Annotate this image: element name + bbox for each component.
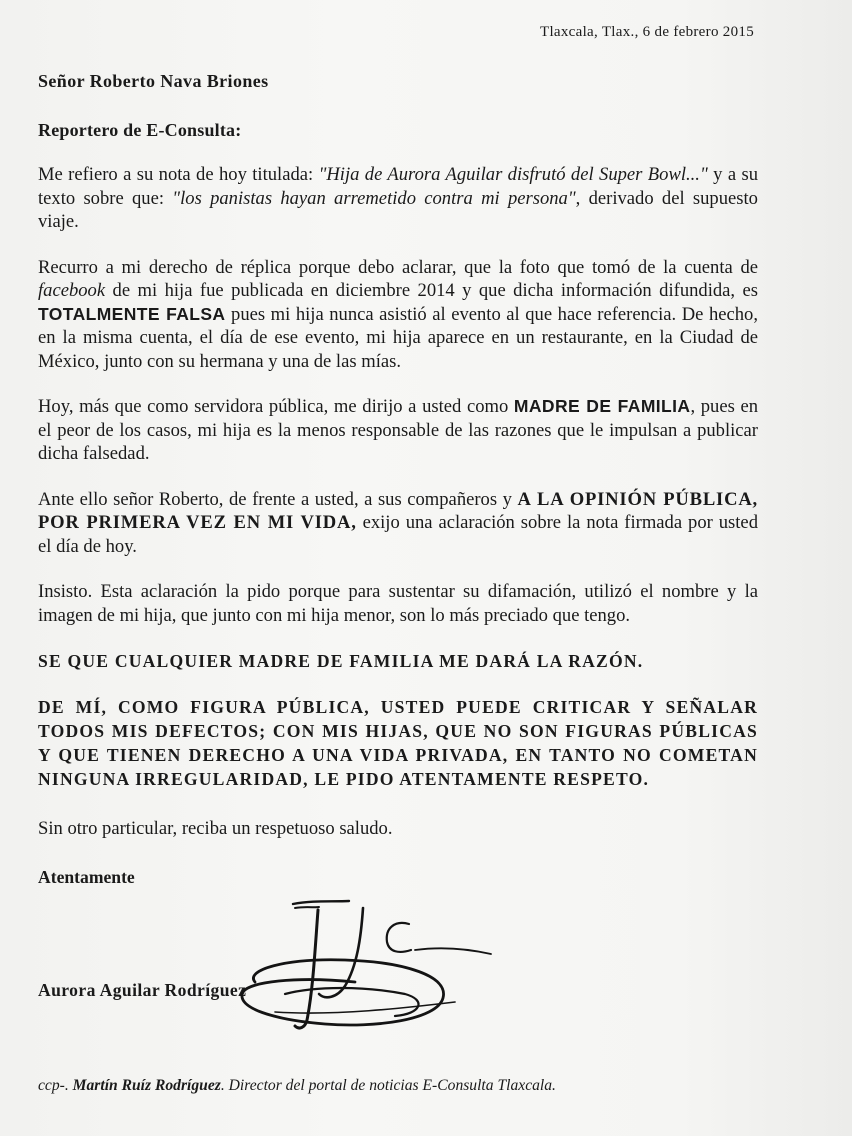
p1-quote-text: "los panistas hayan arremetido contra mi persona" [172,187,576,209]
ccp-line [38,1077,556,1095]
p1-quote-title: "Hija de Aurora Aguilar disfrutó del Super Bowl..." [318,164,708,185]
recipient-name: Señor Roberto Nava Briones [38,71,269,91]
ccp-prefix: ccp-. [38,1077,73,1094]
p2-facebook: facebook [38,280,106,301]
signer-name: Aurora Aguilar Rodríguez [38,980,247,1000]
p4-text-a: Ante ello señor Roberto, de frente a usted, a sus compañeros y [38,488,518,510]
handwritten-signature [215,890,495,1040]
signature-stroke-loop [242,960,444,1025]
p1-text-c: y a su texto sobre que: [38,164,758,209]
signature-stroke-vertical [295,910,318,1028]
p1-text-e: , derivado del supuesto viaje. [38,187,758,232]
letter-date: Tlaxcala, Tlax., 6 de febrero 2015 [539,24,754,40]
p3-madre: MADRE DE FAMILIA [513,396,691,416]
paragraph-1 [38,163,758,234]
p3-text-a: Hoy, más que como servidora pública, me dirijo a usted como [38,396,514,417]
p2-text-e: pues mi hija nunca asistió al evento al que hace referencia. De hecho, en la misma cuenta, el día de ese evento, mi hija aparece en un restaurante, en la Ciudad de México, junto con su hermana y una de las mías. [38,303,759,372]
paragraph-7: DE MÍ, COMO FIGURA PÚBLICA, USTED PUEDE CRITICAR Y SEÑALAR TODOS MIS DEFECTOS; CON MIS HIJAS, QUE NO SON FIGURAS PÚBLICAS Y QUE TIENEN DERECHO A UNA VIDA PRIVADA, EN TANTO NO COMETAN NINGUNA IRREGULARIDAD, LE PIDO ATENTAMENTE RESPETO. [38,697,758,789]
p2-text-a: Recurro a mi derecho de réplica porque debo aclarar, que la foto que tomó de la cuenta de [38,256,758,278]
ccp-rest: . Director del portal de noticias E-Consulta Tlaxcala. [220,1077,556,1094]
recipient-role: Reportero de E-Consulta: [38,119,242,140]
p2-falsa: TOTALMENTE FALSA [38,303,226,324]
signature-stroke-j [319,908,363,997]
p2-text-c: de mi hija fue publicada en diciembre 2014 y que dicha información difundida, es [105,280,758,301]
closing-line: Sin otro particular, reciba un respetuoso saludo. [38,818,393,839]
p4-text-c: exijo una aclaración sobre la nota firmada por usted el día de hoy. [38,512,758,557]
ccp-name: Martín Ruíz Rodríguez [72,1077,221,1094]
paragraph-2 [38,256,758,374]
p1-text-a: Me refiero a su nota de hoy titulada: [38,164,319,185]
sign-off: Atentamente [38,866,135,887]
p3-text-c: , pues en el peor de los casos, mi hija es la menos responsable de las razones que le impulsan a publicar dicha falsedad. [38,396,758,464]
signature-stroke-top [293,901,349,904]
p4-opinion: A LA OPINIÓN PÚBLICA, POR PRIMERA VEZ EN MI VIDA, [38,488,758,533]
signature-stroke-tail [415,948,491,954]
letter-body [38,70,758,889]
paragraph-5: Insisto. Esta aclaración la pido porque para sustentar su difamación, utilizó el nombre y la imagen de mi hija, que junto con mi hija menor, son lo más preciado que tengo. [38,581,758,626]
signature-stroke-c [387,923,411,952]
paragraph-4 [38,488,758,559]
paragraph-6: SE QUE CUALQUIER MADRE DE FAMILIA ME DARÁ LA RAZÓN. [38,651,644,671]
signature-stroke-t [295,907,319,908]
paragraph-3 [38,395,758,466]
